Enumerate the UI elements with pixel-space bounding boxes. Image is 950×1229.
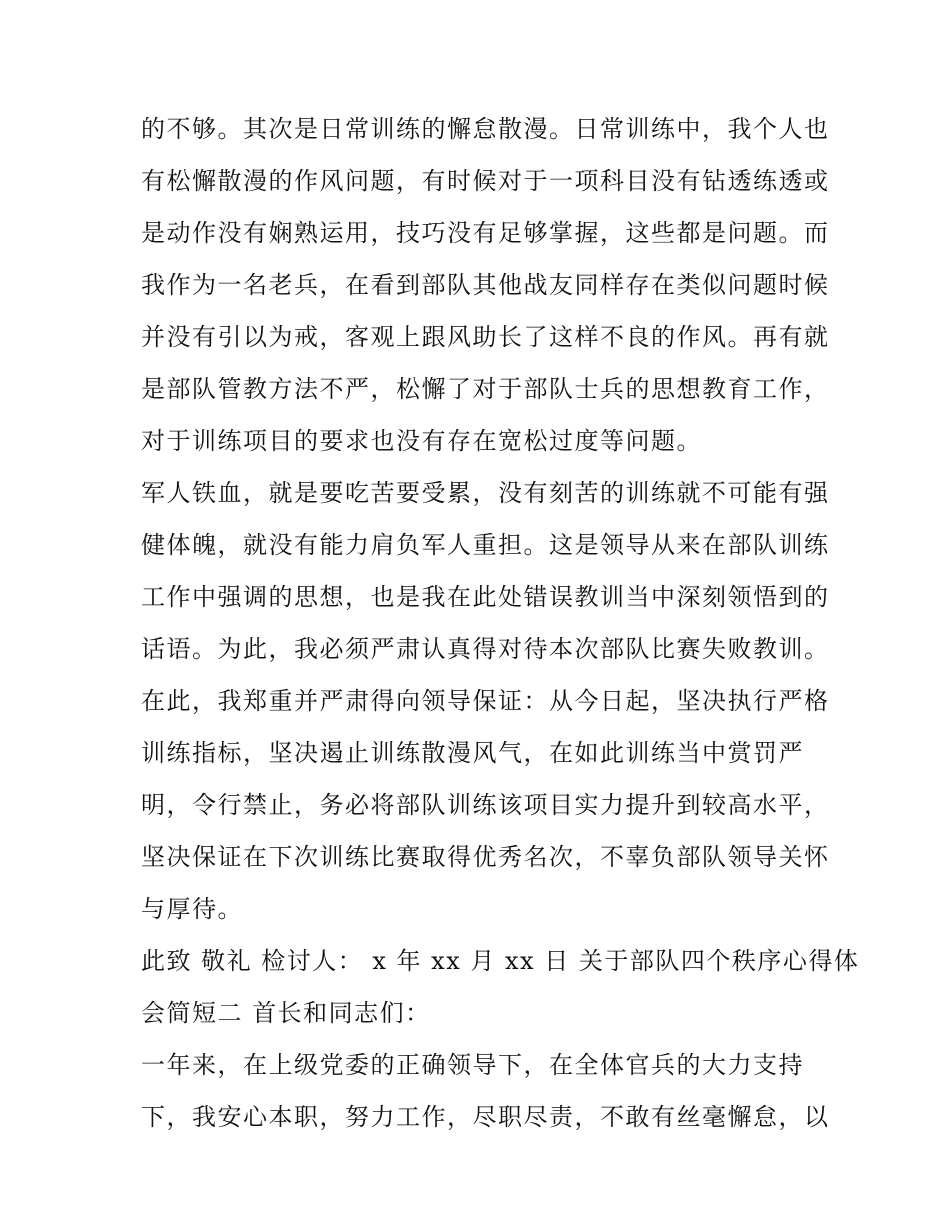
text-line-13: 训练指标，坚决遏止训练散漫风气，在如此训练当中赏罚严 (141, 739, 804, 767)
text-line-6: 是部队管教方法不严，松懈了对于部队士兵的思想教育工作， (141, 375, 830, 403)
text-line-10: 工作中强调的思想，也是我在此处错误教训当中深刻领悟到的 (141, 583, 830, 611)
text-line-11: 话语。为此，我必须严肃认真得对待本次部队比赛失败教训。 (141, 635, 830, 663)
text-line-12: 在此，我郑重并严肃得向领导保证：从今日起，坚决执行严格 (141, 687, 830, 715)
text-line-8: 军人铁血，就是要吃苦要受累，没有刻苦的训练就不可能有强 (141, 479, 830, 507)
text-line-14: 明，令行禁止，务必将部队训练该项目实力提升到较高水平， (141, 791, 830, 819)
text-line-9: 健体魄，就没有能力肩负军人重担。这是领导从来在部队训练 (141, 531, 830, 559)
text-line-20: 下，我安心本职，努力工作，尽职尽责，不敢有丝毫懈怠，以 (141, 1103, 830, 1131)
text-line-2: 有松懈散漫的作风问题，有时候对于一项科目没有钻透练透或 (141, 167, 830, 195)
text-line-16: 与厚待。 (141, 895, 243, 923)
text-line-4: 我作为一名老兵，在看到部队其他战友同样存在类似问题时候 (141, 271, 830, 299)
text-line-7: 对于训练项目的要求也没有存在宽松过度等问题。 (141, 427, 702, 455)
text-line-5: 并没有引以为戒，客观上跟风助长了这样不良的作风。再有就 (141, 323, 830, 351)
text-line-18: 会简短二 首长和同志们： (141, 999, 431, 1027)
text-line-3: 是动作没有娴熟运用，技巧没有足够掌握，这些都是问题。而 (141, 219, 830, 247)
text-line-17: 此致 敬礼 检讨人： x 年 xx 月 xx 日 关于部队四个秩序心得体 (141, 947, 860, 975)
text-line-19: 一年来，在上级党委的正确领导下，在全体官兵的大力支持 (141, 1051, 804, 1079)
text-line-1: 的不够。其次是日常训练的懈怠散漫。日常训练中，我个人也 (141, 115, 830, 143)
text-line-15: 坚决保证在下次训练比赛取得优秀名次，不辜负部队领导关怀 (141, 843, 830, 871)
